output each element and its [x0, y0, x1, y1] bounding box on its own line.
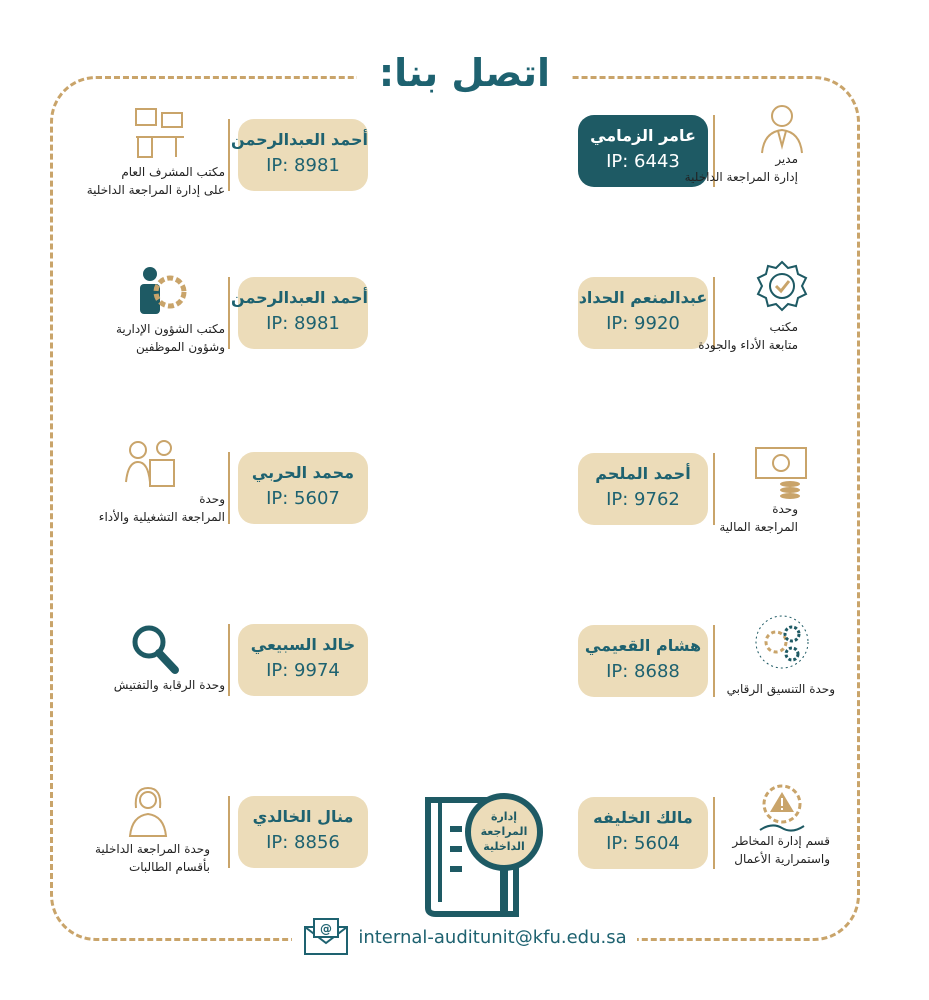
dept-label: وحدة المراجعة التشغيلية والأداء [98, 492, 225, 524]
contact-name: أحمد الملحم [595, 464, 691, 483]
manager-icon [752, 98, 812, 158]
dept-label: وحدة التنسيق الرقابي [726, 682, 835, 696]
risk-warning-icon [752, 780, 812, 840]
internal-audit-logo [420, 790, 550, 920]
dept-label: مكتب الشؤون الإدارية وشؤون الموظفين [115, 322, 225, 354]
logo-line-3: الداخلية [483, 840, 525, 853]
divider [228, 452, 230, 524]
dept-label: مكتب المشرف العام على إدارة المراجعة الداخلية [86, 165, 225, 197]
dept-label: قسم إدارة المخاطر واستمرارية الأعمال [732, 834, 830, 866]
coordination-gears-icon [752, 612, 812, 672]
contact-ip: IP: 6443 [606, 151, 680, 172]
contact-ip: IP: 8981 [266, 155, 340, 176]
contact-name: خالد السبيعي [250, 635, 356, 654]
dept-label: وحدة الرقابة والتفتيش [113, 678, 225, 692]
divider [228, 119, 230, 191]
contact-ip: IP: 8688 [606, 661, 680, 682]
dept-label: مكتب متابعة الأداء والجودة [698, 320, 798, 352]
contact-name: هشام القعيمي [584, 636, 702, 655]
email-address[interactable]: internal-auditunit@kfu.edu.sa [358, 926, 627, 948]
divider [228, 796, 230, 868]
contact-card-female-section [238, 796, 368, 868]
divider [228, 277, 230, 349]
contact-ip: IP: 5607 [266, 488, 340, 509]
contact-ip: IP: 5604 [606, 833, 680, 854]
contact-name: عامر الزمامي [590, 126, 696, 145]
meeting-icon [120, 434, 180, 494]
contact-name: أحمد العبدالرحمن [231, 130, 368, 149]
office-desk-icon [130, 103, 190, 163]
email-envelope-icon [302, 917, 350, 957]
dept-label: مدير إدارة المراجعة الداخلية [684, 152, 798, 184]
contact-name: منال الخالدي [252, 807, 354, 826]
contact-ip: IP: 9920 [606, 313, 680, 334]
quality-badge-icon [752, 258, 812, 318]
contact-name: مالك الخليفه [593, 808, 693, 827]
female-staff-icon [118, 782, 178, 842]
contact-ip: IP: 8856 [266, 832, 340, 853]
contact-card-inspection [238, 624, 368, 696]
divider [228, 624, 230, 696]
contact-card-operational [238, 452, 368, 524]
contact-ip: IP: 9974 [266, 660, 340, 681]
dept-label: وحدة المراجعة المالية [719, 502, 798, 534]
contact-name: عبدالمنعم الحداد [578, 288, 708, 307]
contact-name: محمد الحربي [251, 463, 355, 482]
dept-label: وحدة المراجعة الداخلية بأقسام الطالبات [94, 842, 210, 874]
contact-card-supervisor-office [231, 119, 368, 191]
contact-ip: IP: 9762 [606, 489, 680, 510]
logo-line-1: إدارة [490, 810, 518, 823]
email-contact[interactable] [292, 917, 636, 957]
logo-line-2: المراجعة [480, 825, 528, 838]
money-icon [752, 440, 812, 500]
magnifier-icon [125, 620, 185, 680]
admin-gear-icon [130, 262, 190, 322]
contact-name: أحمد العبدالرحمن [231, 288, 368, 307]
contact-ip: IP: 8981 [266, 313, 340, 334]
page-title: اتصل بنا: [357, 45, 572, 101]
contact-card-admin-affairs [231, 277, 368, 349]
svg-text:@: @ [320, 922, 333, 936]
